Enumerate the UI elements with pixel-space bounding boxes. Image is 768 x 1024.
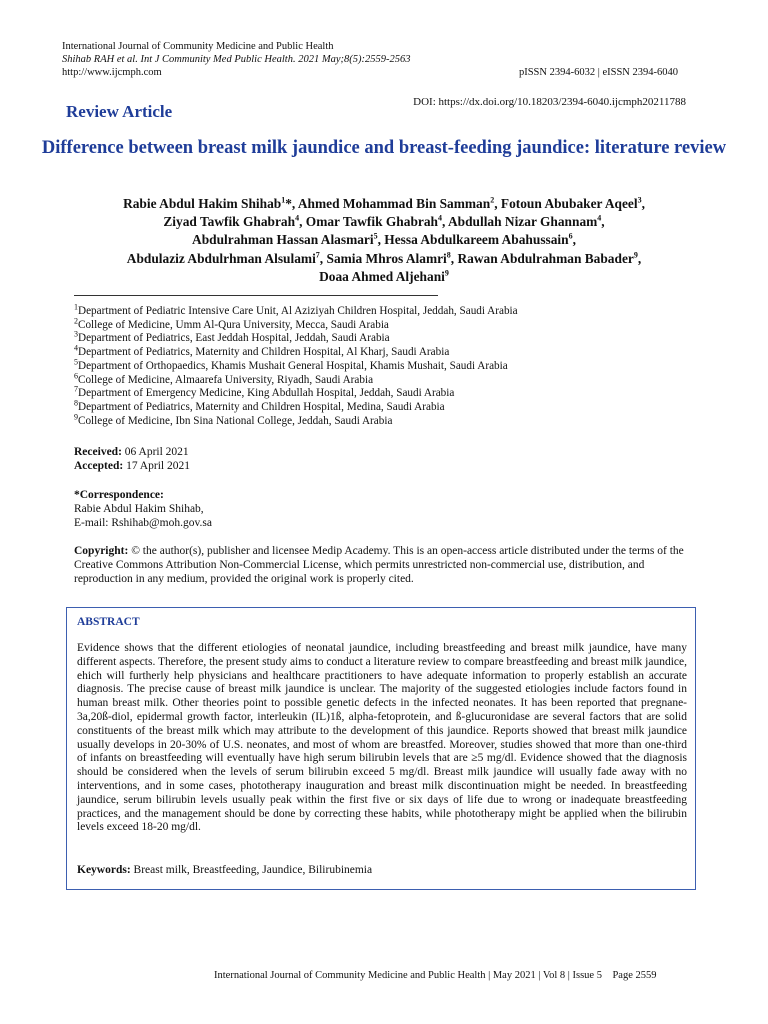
- issn: pISSN 2394-6032 | eISSN 2394-6040: [518, 67, 678, 78]
- affiliation-text: College of Medicine, Ibn Sina National College, Jeddah, Saudi Arabia: [78, 414, 393, 427]
- correspondence: [74, 488, 212, 530]
- affiliation-text: Department of Pediatric Intensive Care Unit, Al Aziziyah Children Hospital, Jeddah, Saudi Arabia: [78, 305, 518, 317]
- author-separator: ,: [601, 214, 605, 230]
- affiliation-marker: 3: [74, 329, 78, 339]
- author-name: Rawan Abdulrahman Babader: [457, 250, 634, 266]
- author-affiliation-marker: 8: [446, 250, 451, 260]
- abstract-box: [66, 607, 696, 890]
- affiliation-marker: 6: [74, 370, 78, 380]
- article-dates: [74, 445, 190, 473]
- author-name: Hessa Abdulkareem Abahussain: [384, 232, 569, 248]
- author-list: [40, 195, 728, 286]
- author-separator: ,: [641, 196, 645, 211]
- affiliation-text: Department of Pediatrics, East Jeddah Hospital, Jeddah, Saudi Arabia: [78, 332, 390, 345]
- author-affiliation-marker: 7: [315, 250, 320, 260]
- affiliation-marker: 2: [74, 315, 78, 325]
- affiliation-marker: 7: [74, 384, 78, 394]
- author-name: Abdulaziz Abdulrhman Alsulami: [126, 250, 316, 266]
- accepted-date: [74, 459, 190, 473]
- affiliation-item: [74, 411, 714, 429]
- author-affiliation-marker: 5: [373, 231, 378, 241]
- affiliation-text: College of Medicine, Almaarefa University, Riyadh, Saudi Arabia: [78, 373, 374, 386]
- author-separator: ,: [637, 250, 642, 266]
- author-name: Fotoun Abubaker Aqeel: [500, 196, 638, 211]
- affiliation-text: Department of Orthopaedics, Khamis Mushait General Hospital, Khamis Mushait, Saudi Arabia: [78, 359, 508, 372]
- doi-link[interactable]: DOI: https://dx.doi.org/10.18203/2394-6040.ijcmph20211788: [413, 96, 686, 108]
- received-date: [74, 445, 190, 459]
- author-affiliation-marker: 1: [281, 195, 286, 205]
- keywords: [77, 864, 372, 876]
- author-affiliation-marker: 2: [490, 195, 495, 205]
- affiliation-item: [74, 357, 714, 374]
- article-title: Difference between breast milk jaundice and breast-feeding jaundice: literature review: [41, 138, 727, 158]
- affiliation-marker: 1: [74, 302, 78, 312]
- author-name: Rabie Abdul Hakim Shihab: [123, 196, 282, 211]
- author-name: Samia Mhros Alamri: [326, 250, 447, 266]
- keywords-value: Breast milk, Breastfeeding, Jaundice, Bilirubinemia: [130, 864, 373, 876]
- article-type: Review Article: [66, 102, 173, 121]
- affiliation-divider: [74, 295, 438, 296]
- correspondence-email[interactable]: E-mail: Rshihab@moh.gov.sa: [74, 517, 212, 529]
- author-separator: ,: [319, 250, 327, 266]
- abstract-text: Evidence shows that the different etiologies of neonatal jaundice, including breastfeeding and breast milk jaundice, have many different aspects. Therefore, the present study aims to conduct a literature review to compare breastfeeding and breast milk jaundice, ehich will furtherly help physicians and healthcare practitioners to have adequate information to properly establish an accurate diagnosis. The precise cause of breast milk jaundice is unclear. The majority of the suggested etiologies include factors found in human breast milk. Other theories point to possible genetic defects in the infected neonates. It has been reported that pregnane-3a,20ß-diol, epidermal growth factor, interleukin (IL)1ß, alpha-fetoprotein, and ß-glucuronidase are several factors that are solid constituents of the breast milk which may attribute to the development of this jaundice. Reports showed that breast milk jaundice usually develops in 20-30% of U.S. neonates, and most of whom are breastfed. Moreover, studies showed that more than one-third of infants on breastfeeding will eventually have high serum bilirubin levels that are ≥5 mg/dl. Evidence showed that the diagnosis should be considered when the levels of serum bilirubin exceed 5 mg/dl. Breast milk jaundice will usually fade away with no interventions, and in some cases, phototherapy inauguration and breast milk discontinuation might be needed. In breastfeeding jaundice, serum bilirubin levels usually peak within the first five or six days of life due to wrong or inadequate breastfeeding practices, and the management should be done by correcting these habits, while phototherapy might be applied when the bilirubin levels exceed 18-20 mg/dl.: [77, 642, 687, 834]
- citation: Shihab RAH et al. Int J Community Med Public Health. 2021 May;8(5):2559-2563: [62, 54, 411, 65]
- affiliation-marker: 8: [74, 398, 78, 408]
- affiliation-marker: 5: [74, 357, 78, 367]
- affiliation-list: [74, 302, 714, 428]
- author-separator: ,: [299, 214, 306, 230]
- journal-website[interactable]: http://www.ijcmph.com: [62, 67, 162, 78]
- keywords-label: Keywords:: [77, 864, 131, 876]
- copyright-notice: [74, 545, 694, 586]
- author-name: Doaa Ahmed Aljehani: [319, 268, 445, 284]
- journal-name: International Journal of Community Medicine and Public Health: [62, 41, 334, 52]
- author-name: Abdulrahman Hassan Alasmari: [192, 232, 374, 248]
- affiliation-text: College of Medicine, Umm Al-Qura University, Mecca, Saudi Arabia: [78, 318, 389, 331]
- page-footer: International Journal of Community Medicine and Public Health | May 2021 | Vol 8 | Issue 5 Page 2559: [214, 970, 657, 981]
- author-name: Abdullah Nizar Ghannam: [447, 214, 598, 230]
- affiliation-text: Department of Emergency Medicine, King Abdullah Hospital, Jeddah, Saudi Arabia: [78, 387, 455, 400]
- accepted-value: 17 April 2021: [123, 460, 190, 472]
- affiliation-marker: 4: [74, 343, 78, 353]
- author-affiliation-marker: 6: [568, 231, 573, 241]
- accepted-label: Accepted:: [74, 460, 124, 472]
- author-separator: *,: [285, 196, 298, 211]
- affiliation-item: [74, 329, 714, 346]
- correspondence-label: *Correspondence:: [74, 489, 164, 501]
- author-separator: ,: [450, 250, 458, 266]
- received-value: 06 April 2021: [121, 446, 189, 458]
- author-separator: ,: [377, 232, 385, 248]
- author-name: Ziyad Tawfik Ghabrah: [163, 214, 296, 230]
- author-affiliation-marker: 3: [637, 195, 642, 205]
- author-separator: ,: [494, 196, 501, 211]
- author-affiliation-marker: 4: [438, 213, 442, 223]
- affiliation-item: [74, 315, 714, 333]
- copyright-text: © the author(s), publisher and licensee Medip Academy. This is an open-access article distributed under the terms of the Creative Commons Attribution Non-Commercial License, which permits unrestricted non-commercial use, distribution, and reproduction in any medium, provided the original work is properly cited.: [74, 545, 684, 585]
- affiliation-item: [74, 384, 714, 401]
- affiliation-text: Department of Pediatrics, Maternity and Children Hospital, Medina, Saudi Arabia: [78, 400, 445, 413]
- affiliation-item: [74, 370, 714, 388]
- copyright-label: Copyright:: [74, 545, 129, 557]
- author-separator: ,: [442, 214, 448, 230]
- author-affiliation-marker: 9: [444, 268, 449, 278]
- author-name: Ahmed Mohammad Bin Samman: [297, 196, 491, 211]
- affiliation-text: Department of Pediatrics, Maternity and Children Hospital, Al Kharj, Saudi Arabia: [78, 346, 450, 359]
- author-separator: ,: [572, 232, 576, 248]
- affiliation-item: [74, 343, 714, 360]
- affiliation-item: [74, 398, 714, 415]
- abstract-heading: ABSTRACT: [77, 616, 140, 628]
- author-affiliation-marker: 9: [633, 250, 638, 260]
- author-name: Omar Tawfik Ghabrah: [305, 214, 438, 230]
- correspondence-name: Rabie Abdul Hakim Shihab,: [74, 503, 204, 515]
- affiliation-item: [74, 302, 714, 319]
- affiliation-marker: 9: [74, 411, 78, 421]
- author-affiliation-marker: 4: [597, 213, 602, 223]
- received-label: Received:: [74, 446, 122, 458]
- author-affiliation-marker: 4: [295, 213, 300, 223]
